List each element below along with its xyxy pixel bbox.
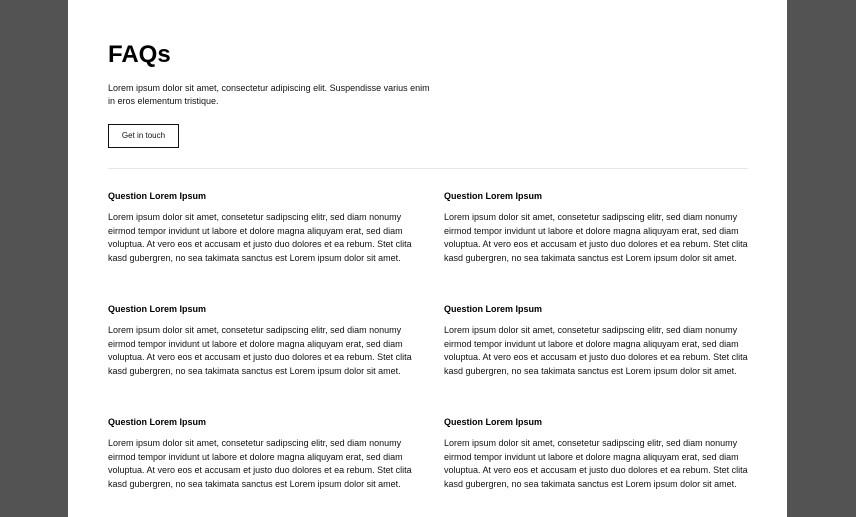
faq-question: Question Lorem Ipsum <box>108 191 207 201</box>
faq-item <box>108 303 418 378</box>
faq-answer: Lorem ipsum dolor sit amet, consetetur sadipscing elitr, sed diam nonumy eirmod tempor invidunt ut labore et dolore magna aliquyam erat, sed diam voluptua. At vero eos et accusam et justo duo dolores et ea rebum. Stet clita kasd gubergren, no sea takimata sanctus est Lorem ipsum dolor sit amet. <box>444 212 748 263</box>
faq-item <box>444 190 754 265</box>
intro-text: Lorem ipsum dolor sit amet, consectetur adipiscing elit. Suspendisse varius enim in eros elementum tristique. <box>108 83 430 106</box>
page <box>68 0 787 517</box>
faq-question: Question Lorem Ipsum <box>108 304 207 314</box>
faq-answer: Lorem ipsum dolor sit amet, consetetur sadipscing elitr, sed diam nonumy eirmod tempor invidunt ut labore et dolore magna aliquyam erat, sed diam voluptua. At vero eos et accusam et justo duo dolores et ea rebum. Stet clita kasd gubergren, no sea takimata sanctus est Lorem ipsum dolor sit amet. <box>108 325 412 376</box>
faq-answer: Lorem ipsum dolor sit amet, consetetur sadipscing elitr, sed diam nonumy eirmod tempor invidunt ut labore et dolore magna aliquyam erat, sed diam voluptua. At vero eos et accusam et justo duo dolores et ea rebum. Stet clita kasd gubergren, no sea takimata sanctus est Lorem ipsum dolor sit amet. <box>108 212 412 263</box>
faq-answer: Lorem ipsum dolor sit amet, consetetur sadipscing elitr, sed diam nonumy eirmod tempor invidunt ut labore et dolore magna aliquyam erat, sed diam voluptua. At vero eos et accusam et justo duo dolores et ea rebum. Stet clita kasd gubergren, no sea takimata sanctus est Lorem ipsum dolor sit amet. <box>444 325 748 376</box>
faq-answer: Lorem ipsum dolor sit amet, consetetur sadipscing elitr, sed diam nonumy eirmod tempor invidunt ut labore et dolore magna aliquyam erat, sed diam voluptua. At vero eos et accusam et justo duo dolores et ea rebum. Stet clita kasd gubergren, no sea takimata sanctus est Lorem ipsum dolor sit amet. <box>444 438 748 489</box>
page-title: FAQs <box>108 41 171 68</box>
faq-question: Question Lorem Ipsum <box>444 417 543 427</box>
faq-item <box>108 416 418 491</box>
faq-question: Question Lorem Ipsum <box>108 417 207 427</box>
faq-item <box>444 416 754 491</box>
faq-question: Question Lorem Ipsum <box>444 191 543 201</box>
section-divider <box>108 168 748 169</box>
faq-item <box>108 190 418 265</box>
get-in-touch-button[interactable]: Get in touch <box>108 124 179 148</box>
faq-item <box>444 303 754 378</box>
faq-answer: Lorem ipsum dolor sit amet, consetetur sadipscing elitr, sed diam nonumy eirmod tempor invidunt ut labore et dolore magna aliquyam erat, sed diam voluptua. At vero eos et accusam et justo duo dolores et ea rebum. Stet clita kasd gubergren, no sea takimata sanctus est Lorem ipsum dolor sit amet. <box>108 438 412 489</box>
faq-question: Question Lorem Ipsum <box>444 304 543 314</box>
